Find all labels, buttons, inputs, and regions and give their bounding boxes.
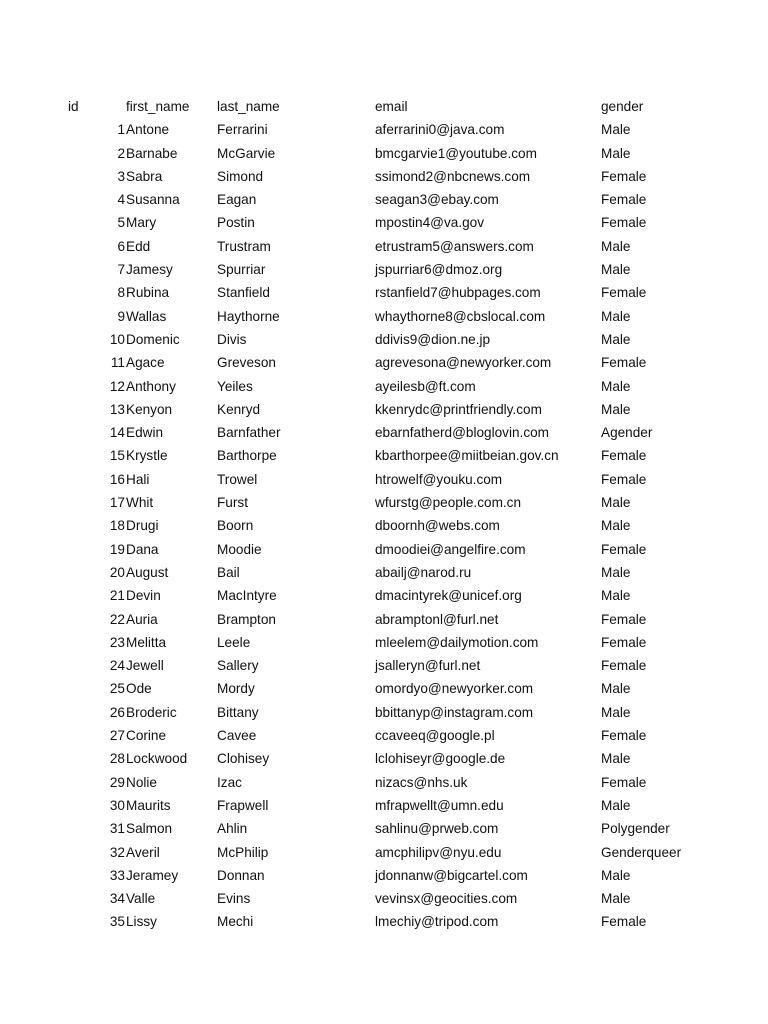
cell-id: 21 bbox=[109, 588, 125, 604]
cell-gender: Polygender bbox=[601, 821, 670, 837]
cell-last-name: MacIntyre bbox=[217, 588, 277, 604]
cell-gender: Female bbox=[601, 774, 647, 790]
cell-gender: Female bbox=[601, 634, 647, 650]
cell-first-name: Corine bbox=[126, 728, 167, 744]
cell-id: 11 bbox=[110, 355, 125, 371]
cell-first-name: Agace bbox=[126, 355, 165, 371]
table-row bbox=[0, 491, 768, 514]
cell-email: ssimond2@nbcnews.com bbox=[375, 168, 531, 184]
cell-id: 31 bbox=[109, 821, 125, 837]
cell-first-name: Broderic bbox=[126, 704, 177, 720]
header-email: email bbox=[375, 99, 408, 114]
cell-gender: Female bbox=[601, 914, 647, 930]
cell-last-name: Spurriar bbox=[217, 262, 266, 278]
cell-email: bmcgarvie1@youtube.com bbox=[375, 145, 537, 161]
cell-gender: Male bbox=[601, 122, 631, 138]
cell-id: 9 bbox=[117, 308, 125, 324]
cell-gender: Male bbox=[601, 704, 631, 720]
cell-email: mfrapwellt@umn.edu bbox=[375, 797, 504, 813]
cell-email: agrevesona@newyorker.com bbox=[375, 355, 552, 371]
cell-gender: Male bbox=[601, 145, 631, 161]
cell-first-name: Barnabe bbox=[126, 145, 178, 161]
cell-id: 6 bbox=[117, 238, 125, 254]
cell-id: 14 bbox=[109, 425, 125, 441]
cell-gender: Male bbox=[601, 564, 631, 580]
table-row bbox=[0, 747, 768, 770]
cell-last-name: Postin bbox=[217, 215, 255, 231]
cell-last-name: Moodie bbox=[217, 541, 262, 557]
table-row bbox=[0, 258, 768, 281]
cell-id: 27 bbox=[109, 728, 125, 744]
table-row bbox=[0, 351, 768, 374]
data-table bbox=[0, 95, 768, 934]
cell-first-name: Drugi bbox=[126, 518, 159, 534]
cell-first-name: Edwin bbox=[126, 425, 164, 441]
cell-last-name: Trowel bbox=[217, 471, 258, 487]
cell-email: abramptonl@furl.net bbox=[375, 611, 499, 627]
cell-first-name: Whit bbox=[126, 495, 154, 511]
cell-id: 29 bbox=[109, 774, 125, 790]
cell-last-name: Leele bbox=[217, 634, 251, 650]
cell-first-name: Susanna bbox=[126, 192, 180, 208]
cell-last-name: Sallery bbox=[217, 658, 259, 674]
cell-id: 5 bbox=[117, 215, 125, 231]
table-row bbox=[0, 328, 768, 351]
header-gender: gender bbox=[601, 99, 644, 114]
cell-first-name: Auria bbox=[126, 611, 158, 627]
cell-email: lclohiseyr@google.de bbox=[375, 751, 506, 767]
cell-first-name: Rubina bbox=[126, 285, 170, 301]
table-row bbox=[0, 421, 768, 444]
table-row bbox=[0, 608, 768, 631]
table-row bbox=[0, 211, 768, 234]
cell-email: ccaveeq@google.pl bbox=[375, 728, 495, 744]
cell-gender: Agender bbox=[601, 425, 653, 441]
cell-email: kkenrydc@printfriendly.com bbox=[375, 401, 542, 417]
cell-gender: Female bbox=[601, 215, 647, 231]
cell-last-name: Bail bbox=[217, 564, 240, 580]
cell-last-name: Trustram bbox=[217, 238, 271, 254]
cell-last-name: Izac bbox=[217, 774, 242, 790]
cell-first-name: August bbox=[126, 564, 169, 580]
cell-email: mleelem@dailymotion.com bbox=[375, 634, 539, 650]
table-row bbox=[0, 677, 768, 700]
cell-gender: Male bbox=[601, 891, 631, 907]
cell-email: dboornh@webs.com bbox=[375, 518, 500, 534]
cell-last-name: Kenryd bbox=[217, 401, 261, 417]
table-row bbox=[0, 398, 768, 421]
cell-gender: Female bbox=[601, 192, 647, 208]
cell-first-name: Maurits bbox=[126, 797, 171, 813]
cell-first-name: Krystle bbox=[126, 448, 168, 464]
cell-last-name: McPhilip bbox=[217, 844, 269, 860]
table-header-row bbox=[0, 95, 768, 118]
cell-id: 4 bbox=[117, 192, 125, 208]
cell-id: 12 bbox=[109, 378, 125, 394]
table-row bbox=[0, 701, 768, 724]
cell-id: 26 bbox=[109, 704, 125, 720]
cell-email: dmacintyrek@unicef.org bbox=[375, 588, 522, 604]
cell-id: 1 bbox=[117, 122, 125, 138]
cell-first-name: Melitta bbox=[126, 634, 167, 650]
cell-email: aferrarini0@java.com bbox=[375, 122, 505, 138]
cell-first-name: Anthony bbox=[126, 378, 176, 394]
cell-gender: Female bbox=[601, 541, 647, 557]
cell-first-name: Dana bbox=[126, 541, 159, 557]
cell-last-name: Barthorpe bbox=[217, 448, 277, 464]
cell-id: 30 bbox=[109, 797, 125, 813]
cell-first-name: Lockwood bbox=[126, 751, 188, 767]
cell-id: 15 bbox=[109, 448, 125, 464]
cell-last-name: Bittany bbox=[217, 704, 259, 720]
cell-id: 3 bbox=[117, 168, 125, 184]
cell-last-name: Yeiles bbox=[217, 378, 253, 394]
cell-email: ebarnfatherd@bloglovin.com bbox=[375, 425, 550, 441]
cell-last-name: Cavee bbox=[217, 728, 257, 744]
cell-email: htrowelf@youku.com bbox=[375, 471, 503, 487]
header-first-name: first_name bbox=[126, 99, 190, 114]
cell-last-name: Simond bbox=[217, 168, 264, 184]
table-row bbox=[0, 375, 768, 398]
cell-email: jspurriar6@dmoz.org bbox=[375, 262, 503, 278]
cell-id: 33 bbox=[109, 867, 125, 883]
cell-gender: Male bbox=[601, 331, 631, 347]
table-row bbox=[0, 444, 768, 467]
cell-email: seagan3@ebay.com bbox=[375, 192, 499, 208]
cell-id: 32 bbox=[109, 844, 125, 860]
cell-id: 23 bbox=[109, 634, 125, 650]
cell-first-name: Valle bbox=[126, 891, 156, 907]
cell-email: bbittanyp@instagram.com bbox=[375, 704, 534, 720]
cell-gender: Male bbox=[601, 867, 631, 883]
cell-last-name: Boorn bbox=[217, 518, 254, 534]
table-row bbox=[0, 654, 768, 677]
cell-last-name: Frapwell bbox=[217, 797, 269, 813]
cell-last-name: Donnan bbox=[217, 867, 265, 883]
table-row bbox=[0, 561, 768, 584]
cell-id: 2 bbox=[117, 145, 125, 161]
table-row bbox=[0, 305, 768, 328]
table-row bbox=[0, 514, 768, 537]
cell-last-name: Haythorne bbox=[217, 308, 280, 324]
cell-gender: Male bbox=[601, 262, 631, 278]
cell-email: ddivis9@dion.ne.jp bbox=[375, 331, 491, 347]
table-row bbox=[0, 468, 768, 491]
cell-id: 28 bbox=[109, 751, 125, 767]
cell-first-name: Jewell bbox=[126, 658, 164, 674]
table-row bbox=[0, 841, 768, 864]
cell-first-name: Nolie bbox=[126, 774, 157, 790]
cell-gender: Male bbox=[601, 588, 631, 604]
header-last-name: last_name bbox=[217, 99, 280, 114]
cell-email: nizacs@nhs.uk bbox=[375, 774, 468, 790]
table-row bbox=[0, 724, 768, 747]
cell-first-name: Wallas bbox=[126, 308, 167, 324]
cell-gender: Female bbox=[601, 285, 647, 301]
cell-email: sahlinu@prweb.com bbox=[375, 821, 499, 837]
cell-id: 17 bbox=[109, 495, 125, 511]
cell-first-name: Jamesy bbox=[126, 262, 173, 278]
cell-email: etrustram5@answers.com bbox=[375, 238, 534, 254]
cell-email: abailj@narod.ru bbox=[375, 564, 472, 580]
cell-gender: Male bbox=[601, 751, 631, 767]
table-row bbox=[0, 188, 768, 211]
table-row bbox=[0, 165, 768, 188]
table-row bbox=[0, 142, 768, 165]
cell-email: amcphilipv@nyu.edu bbox=[375, 844, 502, 860]
cell-first-name: Jeramey bbox=[126, 867, 179, 883]
cell-id: 20 bbox=[109, 564, 125, 580]
cell-first-name: Salmon bbox=[126, 821, 173, 837]
cell-email: vevinsx@geocities.com bbox=[375, 891, 518, 907]
table-row bbox=[0, 538, 768, 561]
cell-gender: Female bbox=[601, 168, 647, 184]
cell-gender: Male bbox=[601, 797, 631, 813]
cell-email: jsalleryn@furl.net bbox=[375, 658, 481, 674]
cell-id: 16 bbox=[109, 471, 125, 487]
cell-id: 19 bbox=[109, 541, 125, 557]
cell-id: 13 bbox=[109, 401, 125, 417]
cell-id: 24 bbox=[109, 658, 125, 674]
cell-id: 7 bbox=[117, 262, 125, 278]
cell-last-name: Furst bbox=[217, 495, 248, 511]
table-row bbox=[0, 584, 768, 607]
cell-id: 22 bbox=[109, 611, 125, 627]
cell-first-name: Edd bbox=[126, 238, 151, 254]
cell-last-name: Ferrarini bbox=[217, 122, 268, 138]
cell-gender: Female bbox=[601, 448, 647, 464]
cell-id: 8 bbox=[117, 285, 125, 301]
cell-last-name: Ahlin bbox=[217, 821, 248, 837]
cell-last-name: Evins bbox=[217, 891, 251, 907]
table-body bbox=[0, 118, 768, 933]
cell-gender: Male bbox=[601, 495, 631, 511]
cell-id: 35 bbox=[109, 914, 125, 930]
cell-id: 18 bbox=[109, 518, 125, 534]
cell-first-name: Antone bbox=[126, 122, 170, 138]
cell-first-name: Sabra bbox=[126, 168, 163, 184]
cell-first-name: Devin bbox=[126, 588, 161, 604]
table-row bbox=[0, 887, 768, 910]
cell-id: 10 bbox=[109, 331, 125, 347]
table-row bbox=[0, 817, 768, 840]
table-row bbox=[0, 771, 768, 794]
cell-id: 25 bbox=[109, 681, 125, 697]
cell-gender: Female bbox=[601, 471, 647, 487]
cell-email: dmoodiei@angelfire.com bbox=[375, 541, 526, 557]
table-row bbox=[0, 864, 768, 887]
cell-last-name: Mordy bbox=[217, 681, 255, 697]
cell-email: kbarthorpee@miitbeian.gov.cn bbox=[375, 448, 559, 464]
cell-gender: Male bbox=[601, 401, 631, 417]
cell-last-name: McGarvie bbox=[217, 145, 276, 161]
cell-first-name: Lissy bbox=[126, 914, 157, 930]
cell-first-name: Ode bbox=[126, 681, 152, 697]
cell-email: wfurstg@people.com.cn bbox=[375, 495, 522, 511]
cell-email: ayeilesb@ft.com bbox=[375, 378, 476, 394]
cell-first-name: Hali bbox=[126, 471, 150, 487]
table-row bbox=[0, 910, 768, 933]
cell-last-name: Barnfather bbox=[217, 425, 281, 441]
cell-email: rstanfield7@hubpages.com bbox=[375, 285, 541, 301]
cell-email: lmechiy@tripod.com bbox=[375, 914, 499, 930]
cell-last-name: Eagan bbox=[217, 192, 257, 208]
cell-gender: Male bbox=[601, 238, 631, 254]
cell-id: 34 bbox=[109, 891, 125, 907]
cell-gender: Female bbox=[601, 355, 647, 371]
cell-last-name: Clohisey bbox=[217, 751, 270, 767]
cell-email: whaythorne8@cbslocal.com bbox=[375, 308, 546, 324]
table-row bbox=[0, 281, 768, 304]
cell-gender: Female bbox=[601, 728, 647, 744]
cell-gender: Genderqueer bbox=[601, 844, 682, 860]
cell-first-name: Kenyon bbox=[126, 401, 173, 417]
cell-email: omordyo@newyorker.com bbox=[375, 681, 534, 697]
cell-gender: Male bbox=[601, 308, 631, 324]
cell-gender: Female bbox=[601, 611, 647, 627]
cell-gender: Male bbox=[601, 681, 631, 697]
table-row bbox=[0, 118, 768, 141]
cell-gender: Female bbox=[601, 658, 647, 674]
table-row bbox=[0, 794, 768, 817]
header-id: id bbox=[68, 99, 79, 114]
cell-first-name: Mary bbox=[126, 215, 157, 231]
cell-email: mpostin4@va.gov bbox=[375, 215, 485, 231]
cell-gender: Male bbox=[601, 518, 631, 534]
cell-last-name: Stanfield bbox=[217, 285, 270, 301]
cell-gender: Male bbox=[601, 378, 631, 394]
cell-last-name: Brampton bbox=[217, 611, 276, 627]
cell-last-name: Mechi bbox=[217, 914, 254, 930]
table-row bbox=[0, 631, 768, 654]
cell-first-name: Domenic bbox=[126, 331, 180, 347]
table-row bbox=[0, 235, 768, 258]
cell-last-name: Divis bbox=[217, 331, 247, 347]
cell-first-name: Averil bbox=[126, 844, 160, 860]
cell-email: jdonnanw@bigcartel.com bbox=[375, 867, 528, 883]
cell-last-name: Greveson bbox=[217, 355, 276, 371]
